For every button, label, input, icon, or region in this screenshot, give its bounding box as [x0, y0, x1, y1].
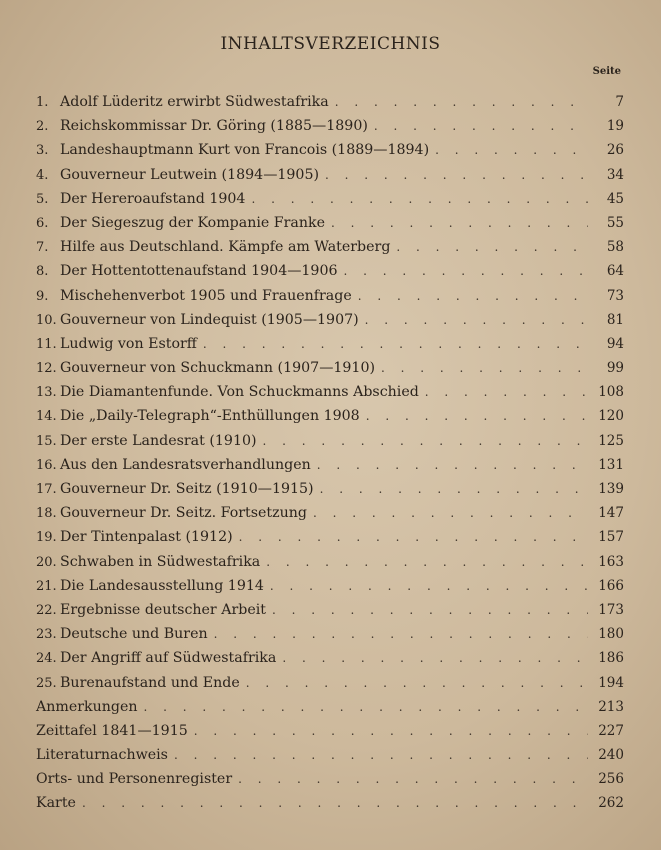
dot-leader: [344, 264, 588, 278]
dot-leader: [331, 216, 588, 230]
toc-entry-title: Literaturnachweis: [36, 747, 168, 764]
toc-entry-page-number: 73: [606, 287, 624, 304]
toc-entry-title: Hilfe aus Deutschland. Kämpfe am Waterberg: [60, 239, 391, 256]
toc-entry-page-number: 55: [606, 214, 624, 231]
toc-entry-number: 21.: [36, 578, 57, 594]
toc-entry-title: Burenaufstand und Ende: [60, 674, 240, 691]
toc-entry-title: Orts- und Personenregister: [36, 771, 233, 788]
toc-entry-number: 3.: [36, 143, 49, 159]
toc-entry-number: 12.: [36, 361, 57, 377]
toc-entry: [36, 626, 624, 650]
toc-entry: [36, 747, 624, 771]
dot-leader: [272, 603, 588, 617]
toc-entry-title: Adolf Lüderitz erwirbt Südwestafrika: [60, 94, 329, 110]
toc-entry: [36, 384, 624, 408]
toc-entry-page-number: 81: [606, 311, 624, 328]
toc-entry-title: Anmerkungen: [36, 698, 138, 715]
toc-entry-title: Die Landesausstellung 1914: [60, 577, 264, 594]
toc-entry: [36, 433, 624, 457]
toc-entry: [36, 481, 624, 505]
toc-entry: [36, 336, 624, 360]
toc-entry-title: Der erste Landesrat (1910): [60, 432, 257, 449]
toc-entry-number: 20.: [36, 554, 57, 570]
page-column-header: Seite: [592, 66, 621, 77]
toc-entry: [36, 408, 624, 432]
toc-entry: [36, 312, 624, 336]
toc-entry: [36, 699, 624, 723]
dot-leader: [251, 192, 588, 206]
toc-entry: [36, 771, 624, 795]
toc-entry: [36, 554, 624, 578]
dot-leader: [381, 361, 588, 375]
toc-entry-title: Aus den Landesratsverhandlungen: [60, 456, 311, 473]
toc-entry-title: Deutsche und Buren: [60, 626, 208, 643]
toc-entry-title: Reichskommissar Dr. Göring (1885—1890): [60, 118, 368, 135]
toc-entry: [36, 215, 624, 239]
toc-entry-title: Die „Daily-Telegraph“-Enthüllungen 1908: [60, 408, 360, 425]
toc-entry-number: 18.: [36, 506, 57, 522]
toc-entry-title: Gouverneur Leutwein (1894—1905): [60, 166, 320, 183]
toc-entry-title: Mischehenverbot 1905 und Frauenfrage: [60, 287, 352, 304]
toc-entry: [36, 675, 624, 699]
toc-entry-page-number: 227: [598, 722, 624, 739]
toc-entry-number: 15.: [36, 433, 57, 449]
dot-leader: [239, 530, 588, 544]
page-title: INHALTSVERZEICHNIS: [220, 34, 441, 54]
toc-entry-number: 5.: [36, 191, 49, 207]
dot-leader: [194, 724, 588, 738]
toc-entry-page-number: 64: [606, 263, 624, 280]
dot-leader: [144, 700, 588, 714]
toc-entry-page-number: 157: [598, 529, 624, 546]
dot-leader: [325, 168, 588, 182]
toc-entry-number: 13.: [36, 385, 57, 401]
toc-entry: [36, 723, 624, 747]
toc-entry-number: 8.: [36, 264, 49, 280]
toc-entry-number: 25.: [36, 675, 57, 691]
toc-entry-title: Gouverneur Dr. Seitz. Fortsetzung: [60, 505, 307, 522]
toc-entry: [36, 457, 624, 481]
toc-entry: [36, 529, 624, 553]
dot-leader: [313, 506, 588, 520]
toc-entry-title: Ludwig von Estorff: [60, 335, 197, 352]
table-of-contents: [36, 94, 624, 820]
toc-entry-number: 4.: [36, 167, 49, 183]
toc-entry: [36, 578, 624, 602]
dot-leader: [320, 482, 588, 496]
toc-entry-page-number: 58: [606, 239, 624, 256]
toc-entry-title: Der Tintenpalast (1912): [60, 529, 233, 546]
toc-entry-page-number: 131: [598, 456, 624, 473]
toc-entry-number: 16.: [36, 457, 57, 473]
toc-entry-title: Gouverneur von Schuckmann (1907—1910): [60, 360, 376, 377]
toc-entry-title: Die Diamantenfunde. Von Schuckmanns Abschied: [60, 384, 419, 401]
toc-entry: [36, 288, 624, 312]
toc-entry-number: 2.: [36, 119, 49, 135]
toc-entry-page-number: 19: [606, 118, 624, 135]
toc-entry-number: 10.: [36, 312, 57, 328]
toc-entry-number: 7.: [36, 240, 49, 256]
toc-entry-number: 17.: [36, 482, 57, 497]
dot-leader: [203, 337, 588, 351]
toc-entry-number: 11.: [36, 336, 57, 352]
toc-entry-number: 9.: [36, 288, 49, 304]
toc-entry-page-number: 262: [598, 795, 624, 812]
dot-leader: [282, 651, 588, 665]
toc-entry-page-number: 194: [598, 674, 624, 691]
toc-entry: [36, 118, 624, 142]
toc-entry-title: Der Hottentottenaufstand 1904—1906: [60, 263, 338, 280]
toc-entry-page-number: 120: [598, 408, 624, 425]
toc-entry-number: 1.: [36, 95, 49, 110]
toc-entry: [36, 505, 624, 529]
toc-entry-page-number: 99: [606, 360, 624, 377]
toc-entry: [36, 167, 624, 191]
toc-entry: [36, 239, 624, 263]
toc-entry-number: 24.: [36, 651, 57, 667]
toc-entry-number: 23.: [36, 627, 57, 643]
toc-entry-page-number: 256: [598, 771, 624, 788]
toc-entry-page-number: 240: [598, 747, 624, 764]
dot-leader: [335, 95, 588, 109]
toc-entry-page-number: 186: [598, 650, 624, 667]
toc-entry-page-number: 45: [606, 190, 624, 207]
toc-entry-number: 14.: [36, 409, 57, 425]
toc-entry-title: Gouverneur Dr. Seitz (1910—1915): [60, 481, 314, 497]
toc-entry: [36, 263, 624, 287]
toc-entry-page-number: 34: [606, 166, 624, 183]
dot-leader: [246, 676, 588, 690]
dot-leader: [263, 434, 588, 448]
toc-entry-page-number: 94: [606, 335, 624, 352]
dot-leader: [396, 240, 588, 254]
toc-entry-page-number: 180: [598, 626, 624, 643]
dot-leader: [366, 409, 588, 423]
dot-leader: [270, 579, 588, 593]
toc-entry-page-number: 139: [598, 481, 624, 497]
toc-entry: [36, 360, 624, 384]
dot-leader: [317, 458, 588, 472]
toc-entry: [36, 142, 624, 166]
dot-leader: [266, 555, 588, 569]
toc-entry-number: 6.: [36, 215, 49, 231]
toc-entry-title: Zeittafel 1841—1915: [36, 722, 188, 739]
toc-entry: [36, 602, 624, 626]
dot-leader: [82, 796, 588, 810]
dot-leader: [374, 119, 588, 133]
dot-leader: [365, 313, 588, 327]
toc-entry-title: Landeshauptmann Kurt von Francois (1889—1894): [60, 142, 430, 159]
dot-leader: [174, 748, 588, 762]
toc-entry-page-number: 108: [598, 384, 624, 401]
dot-leader: [238, 772, 588, 786]
toc-entry-page-number: 213: [598, 698, 624, 715]
toc-entry-page-number: 166: [598, 577, 624, 594]
toc-entry: [36, 94, 624, 118]
toc-entry-title: Der Hereroaufstand 1904: [60, 190, 246, 207]
dot-leader: [425, 385, 588, 399]
toc-entry-title: Schwaben in Südwestafrika: [60, 553, 261, 570]
toc-entry: [36, 650, 624, 674]
toc-entry-page-number: 147: [598, 505, 624, 522]
toc-entry-page-number: 125: [598, 432, 624, 449]
toc-entry: [36, 795, 624, 819]
toc-entry-title: Der Angriff auf Südwestafrika: [60, 650, 277, 667]
dot-leader: [358, 289, 588, 303]
toc-entry-title: Karte: [36, 795, 76, 812]
toc-entry-title: Der Siegeszug der Kompanie Franke: [60, 214, 325, 231]
toc-entry-number: 19.: [36, 530, 57, 546]
dot-leader: [214, 627, 588, 641]
toc-entry-page-number: 26: [606, 142, 624, 159]
toc-entry-number: 22.: [36, 602, 57, 618]
toc-entry-page-number: 173: [598, 601, 624, 618]
toc-entry: [36, 191, 624, 215]
dot-leader: [435, 143, 588, 157]
toc-entry-title: Gouverneur von Lindequist (1905—1907): [60, 311, 359, 328]
toc-entry-page-number: 163: [598, 553, 624, 570]
toc-entry-title: Ergebnisse deutscher Arbeit: [60, 601, 266, 618]
toc-entry-page-number: 7: [615, 94, 624, 110]
